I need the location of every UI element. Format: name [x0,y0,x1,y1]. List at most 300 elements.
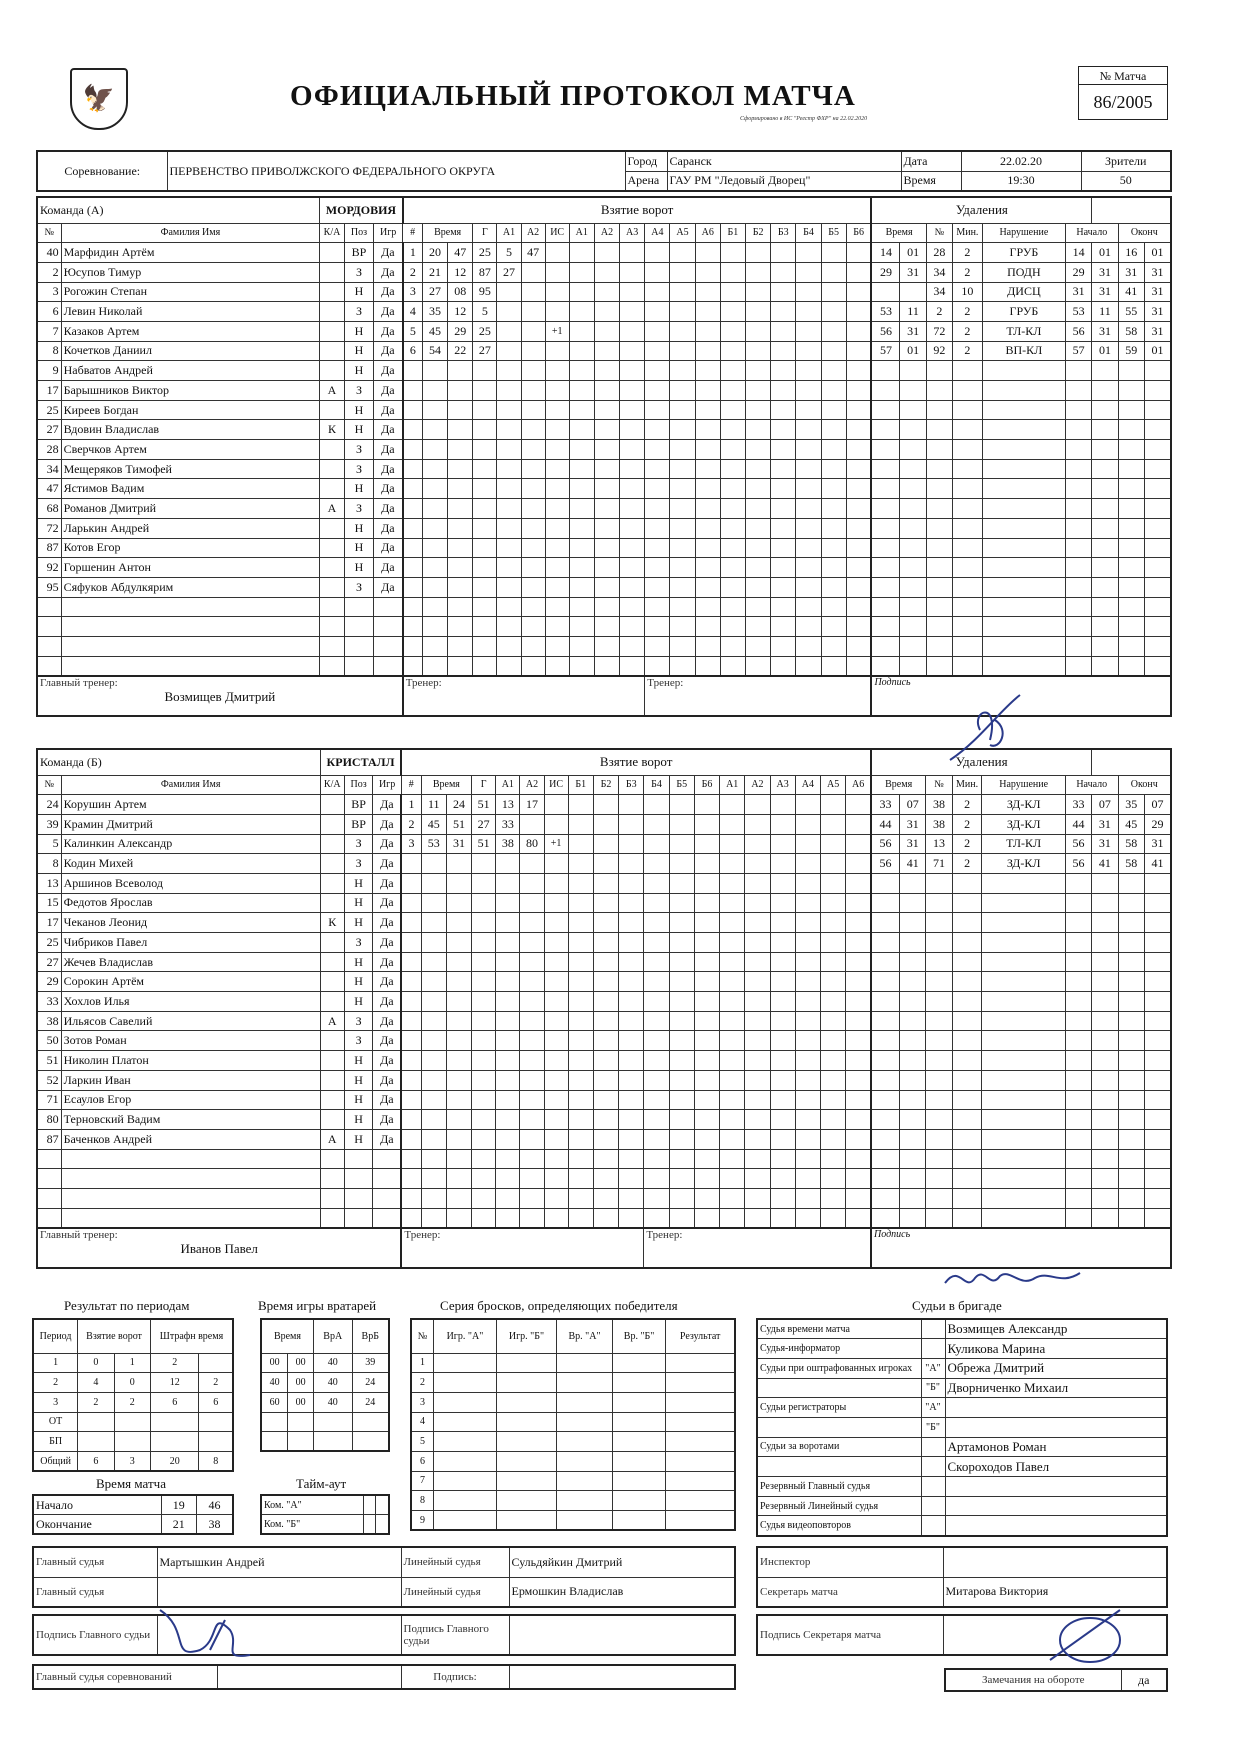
player-number: 8 [37,854,61,874]
goal-min [422,459,447,479]
onice-cell [795,1090,820,1110]
player-name: Чеканов Леонид [61,913,320,933]
onice-cell [594,558,619,578]
onice-cell [771,302,796,322]
pen-end-min: 45 [1118,814,1144,834]
referee-role: Судьи регистраторы [757,1398,921,1418]
gk-cell [313,1432,352,1452]
onice-cell [669,814,694,834]
pen-end-min [1118,1208,1144,1228]
period-cell [199,1353,233,1373]
pen-violation [982,992,1065,1012]
col-header: А2 [521,223,545,243]
goal-assist2 [520,1129,544,1149]
onice-cell [568,1051,593,1071]
player-row [37,933,1171,953]
pen-end-min [1118,617,1144,637]
shootout-cell [496,1373,556,1393]
shootout-col-header: Результат [666,1319,735,1353]
match-time-table [32,1494,234,1535]
onice-cell [846,1011,871,1031]
referee-name: Артамонов Роман [945,1437,1167,1457]
player-row [37,992,1171,1012]
pen-end-sec [1144,1051,1171,1071]
pen-sec [900,1149,926,1169]
onice-cell [821,1031,846,1051]
pen-end-min [1118,577,1144,597]
pen-violation [982,400,1065,420]
goal-scorer [473,400,497,420]
goalie-time-title: Время игры вратарей [258,1298,377,1313]
col-header: К/А [320,223,345,243]
played: Да [374,361,403,381]
onice-cell [746,243,771,263]
assist-col-header: Б5 [669,775,694,795]
arena-label: Арена [625,171,667,191]
pen-minutes: 2 [953,302,983,322]
pen-min [871,617,899,637]
captain-mark [320,636,345,656]
onice-cell [620,518,645,538]
pen-player: 28 [926,243,952,263]
pen-start-sec [1092,381,1118,401]
player-number [37,617,61,637]
player-row [37,262,1171,282]
pen-sec [900,1110,926,1130]
goal-assist1 [497,479,521,499]
goal-sec [448,440,473,460]
goal-assist1 [496,933,520,953]
notes-label: Замечания на обороте [945,1669,1121,1691]
goal-sec [448,361,473,381]
goal-assist2 [521,400,545,420]
onice-cell [746,400,771,420]
shootout-cell [666,1412,735,1432]
line-referee-2: Ермошкин Владислав [509,1577,735,1607]
pen-end-min [1118,361,1144,381]
onice-cell [745,1031,770,1051]
pen-min [871,1011,900,1031]
onice-cell [846,1070,871,1090]
pen-start-min: 56 [1066,321,1092,341]
goal-scorer: 25 [473,243,497,263]
onice-cell [770,1051,795,1071]
col-header: А1 [496,775,520,795]
onice-cell [694,1188,719,1208]
goal-assist1 [496,1051,520,1071]
goal-assist1 [497,361,521,381]
gk-cell [261,1432,288,1452]
onice-cell [619,1208,644,1228]
onice-cell [771,282,796,302]
player-name: Терновский Вадим [61,1110,320,1130]
player-row [37,400,1171,420]
pen-min [871,1070,900,1090]
shootout-cell [434,1491,497,1511]
period-cell: 2 [33,1373,78,1393]
onice-cell [645,321,670,341]
pen-min [871,499,899,519]
goal-number [403,479,423,499]
onice-cell [821,479,846,499]
onice-cell [644,873,669,893]
position: Н [344,420,373,440]
onice-cell [795,1110,820,1130]
pen-player [926,381,952,401]
position: З [344,933,373,953]
position: З [344,577,373,597]
onice-cell [569,341,594,361]
played: Да [374,381,403,401]
pen-sec [900,893,926,913]
shootout-cell [612,1373,665,1393]
goal-sec: 24 [446,795,471,815]
played: Да [373,952,402,972]
goal-situation [545,282,569,302]
player-name: Рогожин Степан [61,282,320,302]
goal-situation [544,1208,568,1228]
captain-mark [320,656,345,676]
onice-cell [695,499,720,519]
goal-sec [448,597,473,617]
shootout-cell [557,1511,613,1531]
shootout-cell [557,1392,613,1412]
pen-minutes [953,440,983,460]
onice-cell [695,361,720,381]
pen-sec [900,952,926,972]
pen-min: 44 [871,814,900,834]
shootout-cell [612,1432,665,1452]
player-row [37,1011,1171,1031]
player-number [37,636,61,656]
pen-start-min [1066,479,1092,499]
player-number: 39 [37,814,61,834]
pen-violation: ГРУБ [982,243,1065,263]
player-name: Сяфуков Абдулкярим [61,577,320,597]
main-referee-2-label: Главный судья [33,1577,157,1607]
head-coach [37,1228,401,1268]
onice-cell [746,518,771,538]
goal-min [421,992,446,1012]
onice-cell [593,814,618,834]
goal-assist2 [520,1208,544,1228]
pen-player [926,1188,952,1208]
onice-cell [619,795,644,815]
pen-violation [982,1031,1065,1051]
goal-sec [446,913,471,933]
onice-cell [645,597,670,617]
pen-sec [900,499,926,519]
onice-cell [846,400,871,420]
onice-cell [695,262,720,282]
onice-cell [745,1070,770,1090]
assist-col-header: А1 [569,223,594,243]
pen-violation [982,459,1065,479]
pen-sec: 01 [900,243,926,263]
assist-col-header: А2 [745,775,770,795]
player-number: 27 [37,420,61,440]
player-row [37,617,1171,637]
onice-cell [745,1129,770,1149]
onice-cell [670,656,695,676]
onice-cell [594,656,619,676]
onice-cell [594,282,619,302]
goal-min [422,361,447,381]
goal-scorer [472,1110,496,1130]
onice-cell [720,972,745,992]
pen-player [926,1110,952,1130]
goal-number [401,1188,421,1208]
goal-min [422,479,447,499]
played: Да [373,1129,402,1149]
onice-cell [669,873,694,893]
onice-cell [594,341,619,361]
onice-cell [645,341,670,361]
onice-cell [745,972,770,992]
onice-cell [619,913,644,933]
spectators: 50 [1081,171,1171,191]
onice-cell [771,479,796,499]
onice-cell [821,499,846,519]
player-row [37,1208,1171,1228]
pen-start-min [1065,873,1091,893]
player-row [37,854,1171,874]
goal-assist1 [496,873,520,893]
onice-cell [620,302,645,322]
assist-col-header: А6 [846,775,871,795]
captain-mark [320,972,344,992]
goal-assist1 [496,1090,520,1110]
onice-cell [821,1110,846,1130]
onice-cell [620,321,645,341]
pen-end-sec [1144,636,1171,656]
onice-cell [745,893,770,913]
pen-minutes: 2 [953,262,983,282]
goal-number: 2 [401,814,421,834]
pen-start-min [1066,558,1092,578]
shootout-cell [666,1471,735,1491]
position [344,617,373,637]
onice-cell [569,459,594,479]
line-referee-2-label: Линейный судья [401,1577,509,1607]
player-row [37,381,1171,401]
onice-cell [670,262,695,282]
pen-col-header: Мин. [953,223,983,243]
onice-cell [594,321,619,341]
onice-cell [795,1208,820,1228]
pen-player [926,873,952,893]
head-coach-label: Главный тренер: [40,1228,118,1241]
goal-situation [545,656,569,676]
pen-start-min: 57 [1066,341,1092,361]
coach-a-signature [940,690,1030,770]
onice-cell [795,1169,820,1189]
pen-minutes [952,873,982,893]
played: Да [373,893,402,913]
pen-start-min [1065,1208,1091,1228]
captain-mark [320,873,344,893]
goal-situation [544,1090,568,1110]
pen-violation [982,479,1065,499]
onice-cell [695,440,720,460]
pen-col-header: Время [871,775,926,795]
pen-start-min: 31 [1066,282,1092,302]
assist-col-header: А5 [821,775,846,795]
onice-cell [720,321,745,341]
player-number [37,597,61,617]
goal-number [401,873,421,893]
onice-cell [746,499,771,519]
player-name: Сверчков Артем [61,440,320,460]
goal-min [422,400,447,420]
shootout-cell [496,1471,556,1491]
pen-col-header: Оконч [1118,775,1171,795]
onice-cell [821,577,846,597]
pen-violation [982,577,1065,597]
onice-cell [795,795,820,815]
pen-player: 72 [926,321,952,341]
played [374,636,403,656]
pen-end-sec [1144,992,1171,1012]
goal-situation [545,302,569,322]
onice-cell [593,1169,618,1189]
goal-min [421,1070,446,1090]
col-header: Поз [344,223,373,243]
onice-cell [720,518,745,538]
played: Да [373,933,402,953]
onice-cell [846,341,871,361]
shootout-cell [434,1471,497,1491]
position: ВР [344,814,373,834]
period-cell [78,1412,114,1432]
player-row [37,1110,1171,1130]
pen-start-min: 33 [1065,795,1091,815]
goal-assist1 [496,854,520,874]
player-row [37,1031,1171,1051]
onice-cell [795,893,820,913]
pen-start-sec [1092,913,1118,933]
shootout-cell [666,1353,735,1373]
period-cell: 6 [78,1451,114,1471]
onice-cell [720,1208,745,1228]
captain-mark [320,1169,344,1189]
pen-end-sec: 07 [1144,795,1171,815]
pen-player [926,1208,952,1228]
pen-end-sec [1144,933,1171,953]
onice-cell [746,577,771,597]
referee-role [757,1378,921,1398]
onice-cell [745,1149,770,1169]
player-row [37,341,1171,361]
player-row [37,1090,1171,1110]
goal-scorer: 5 [473,302,497,322]
position: З [344,262,373,282]
goal-min [422,617,447,637]
position: З [344,302,373,322]
pen-minutes: 2 [953,341,983,361]
periods-title: Результат по периодам [64,1298,190,1313]
onice-cell [821,518,846,538]
onice-cell [720,1188,745,1208]
goal-number [401,992,421,1012]
onice-cell [594,538,619,558]
onice-cell [720,262,745,282]
onice-cell [771,499,796,519]
onice-cell [569,558,594,578]
pen-player [926,1031,952,1051]
penalties-header: Удаления [871,749,1092,775]
onice-cell [645,479,670,499]
onice-cell [694,992,719,1012]
onice-cell [796,400,821,420]
pen-end-min [1118,893,1144,913]
pen-end-sec [1144,1129,1171,1149]
col-header: Время [422,223,472,243]
pen-violation: ЗД-КЛ [982,814,1065,834]
pen-minutes [952,1188,982,1208]
pen-start-min [1065,933,1091,953]
player-name: Кочетков Даниил [61,341,320,361]
shootout-cell [666,1491,735,1511]
pen-end-min [1118,952,1144,972]
pen-violation [982,952,1065,972]
onice-cell [720,913,745,933]
goal-scorer [472,1149,496,1169]
onice-cell [720,459,745,479]
onice-cell [644,1031,669,1051]
col-header: Г [473,223,497,243]
pen-minutes [953,538,983,558]
goal-situation [545,499,569,519]
pen-end-sec [1144,952,1171,972]
col-header: № [37,775,61,795]
pen-violation [982,1149,1065,1169]
pen-end-sec: 31 [1144,834,1171,854]
goal-sec [448,617,473,637]
pen-end-sec [1144,381,1171,401]
goal-assist1 [496,1129,520,1149]
pen-minutes [953,636,983,656]
player-row [37,420,1171,440]
pen-sec [900,1169,926,1189]
onice-cell [669,834,694,854]
pen-minutes [952,1129,982,1149]
onice-cell [669,1031,694,1051]
date-label: Дата [901,151,961,171]
referee-name: Обрежа Дмитрий [945,1358,1167,1378]
notes-table [944,1668,1168,1692]
pen-min [871,1031,900,1051]
pen-sec [900,282,926,302]
pen-player: 38 [926,795,952,815]
pen-col-header: Время [871,223,926,243]
assist-col-header: Б1 [720,223,745,243]
goal-min [422,558,447,578]
pen-minutes [953,459,983,479]
player-name [61,656,320,676]
captain-mark [320,992,344,1012]
onice-cell [846,538,871,558]
onice-cell [594,361,619,381]
referee-name [945,1516,1167,1536]
goalie-time-table [260,1318,390,1452]
goal-assist2 [521,479,545,499]
onice-cell [645,282,670,302]
pen-player [926,1070,952,1090]
player-number: 29 [37,972,61,992]
shootout-col-header: Игр. "Б" [496,1319,556,1353]
onice-cell [644,952,669,972]
